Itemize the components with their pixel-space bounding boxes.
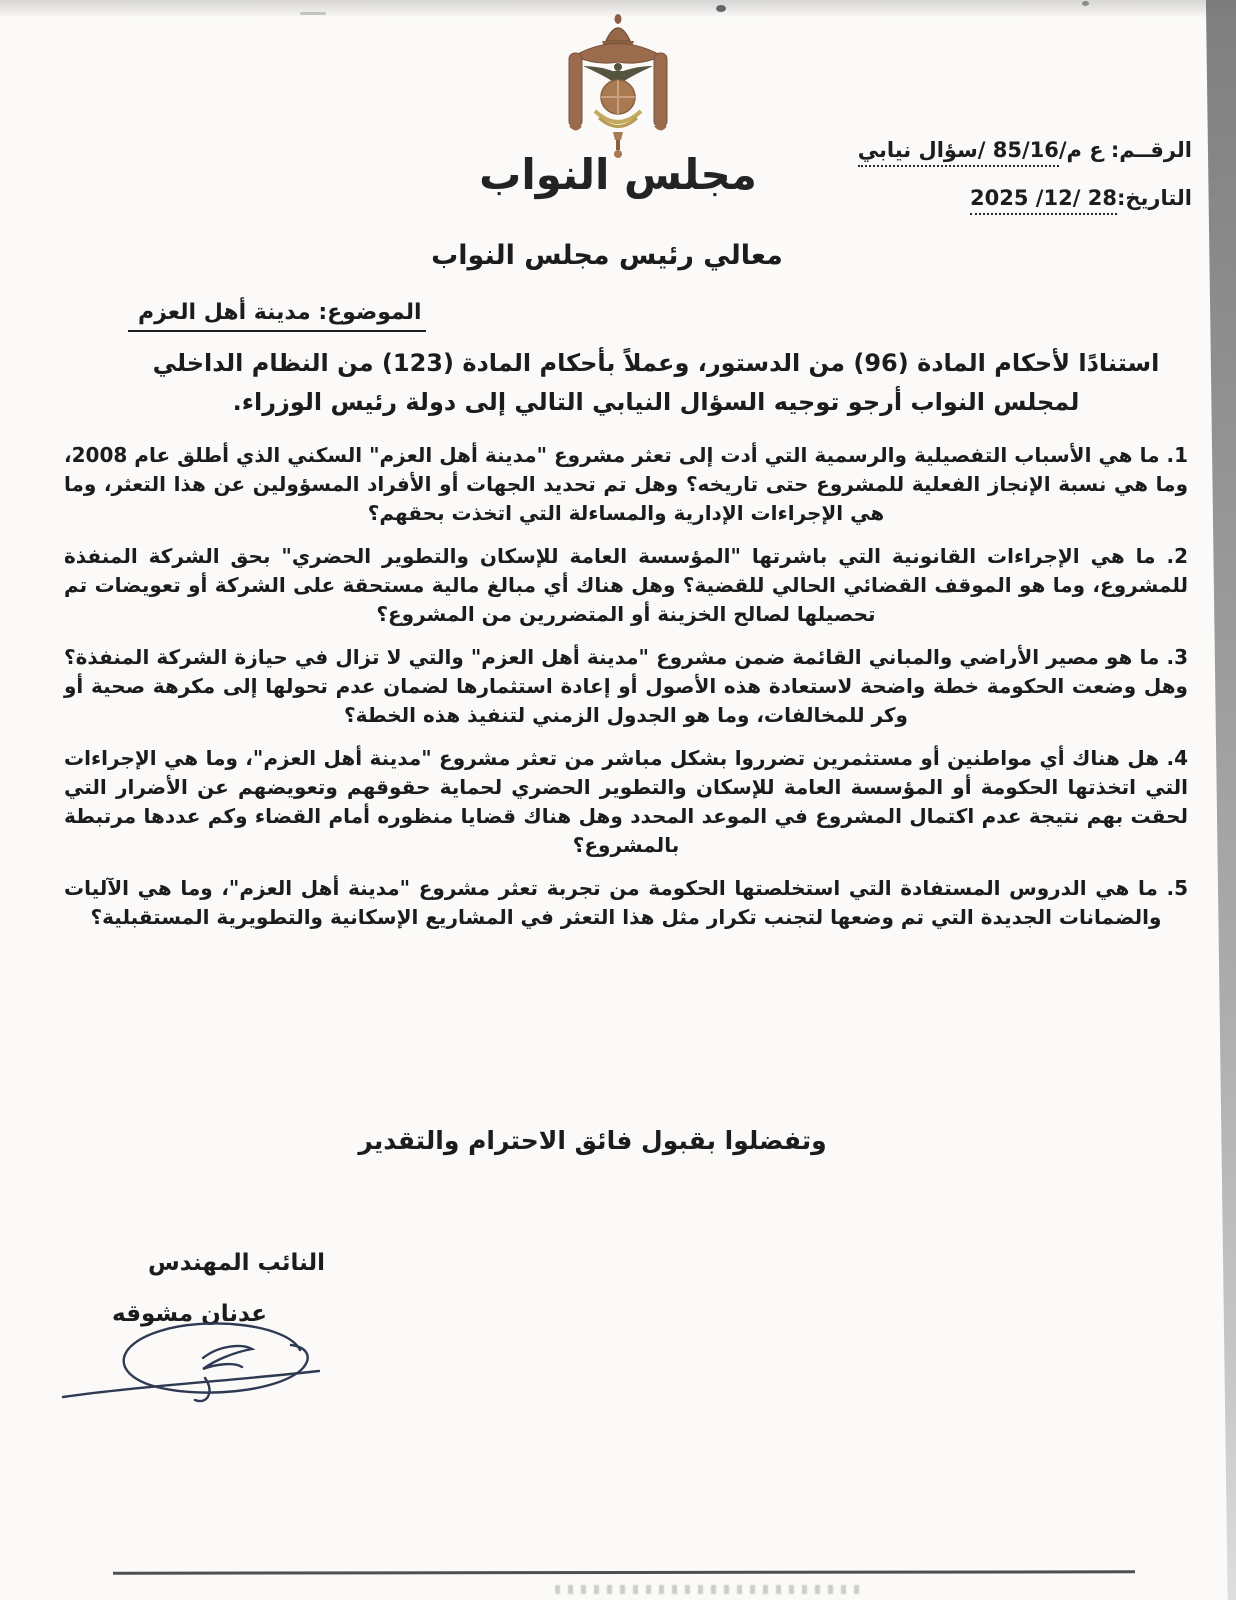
reference-label: الرقــم: ع م/: [1058, 138, 1192, 162]
scan-speck: [300, 12, 326, 15]
salutation-line: معالي رئيس مجلس النواب: [431, 240, 783, 271]
signatory-title: النائب المهندس: [148, 1250, 326, 1276]
question-item-5: 5. ما هي الدروس المستفادة التي استخلصتها الحكومة من تجربة تعثر مشروع "مدينة أهل العزم"، وما هي الآليات والضمانات الجديدة التي تم وضعها لتجنب تكرار مثل هذا التعثر في المشاريع الإسكانية والتطويرية المستقبلية؟: [64, 876, 1188, 929]
scan-speck: [716, 5, 726, 12]
date-label: التاريخ:: [1116, 186, 1192, 210]
footer-divider: [113, 1570, 1135, 1574]
org-name-calligraphy: مجلس النواب: [479, 150, 757, 199]
closing-line: وتفضلوا بقبول فائق الاحترام والتقدير: [358, 1126, 827, 1155]
intro-paragraph: استنادًا لأحكام المادة (96) من الدستور، وعملاً بأحكام المادة (123) من النظام الداخلي لمجلس النواب أرجو توجيه السؤال النيابي التالي إلى دولة رئيس الوزراء.: [152, 349, 1160, 416]
jordan-royal-crest-icon: [543, 12, 693, 166]
scan-speck: [1082, 1, 1089, 6]
subject-line: الموضوع: مدينة أهل العزم: [128, 300, 426, 332]
question-item-1: 1. ما هي الأسباب التفصيلية والرسمية التي أدت إلى تعثر مشروع "مدينة أهل العزم" السكني الذي أطلق عام 2008، وما هي نسبة الإنجاز الفعلية للمشروع حتى تاريخه؟ وهل تم تحديد الجهات أو الأفراد المسؤولين عن هذا التعثر، وما هي الإجراءات الإدارية والمساءلة التي اتخذت بحقهم؟: [64, 443, 1188, 525]
reference-value: 85/16 /سؤال نيابي: [858, 138, 1059, 167]
question-item-3: 3. ما هو مصير الأراضي والمباني القائمة ضمن مشروع "مدينة أهل العزم" والتي لا تزال في حيازة الشركة المنفذة؟ وهل وضعت الحكومة خطة واضحة لاستعادة هذه الأصول أو إعادة استثمارها لضمان عدم تحولها إلى مكرهة صحية أو وكر للمخالفات، وما هو الجدول الزمني لتنفيذ هذه الخطة؟: [64, 645, 1188, 727]
date-value: 28 /12/ 2025: [970, 186, 1117, 215]
question-item-2: 2. ما هي الإجراءات القانونية التي باشرتها "المؤسسة العامة للإسكان والتطوير الحضري" بحق الشركة المنفذة للمشروع، وما هو الموقف القضائي الحالي للقضية؟ وهل هناك أي مبالغ مالية مستحقة على الشركة أو تعويضات تم تحصيلها لصالح الخزينة أو المتضررين من المشروع؟: [64, 544, 1188, 626]
footer-faint-text: [555, 1585, 865, 1594]
signatory-name: عدنان مشوقه: [112, 1301, 267, 1327]
question-item-4: 4. هل هناك أي مواطنين أو مستثمرين تضرروا بشكل مباشر من تعثر مشروع "مدينة أهل العزم"، وما هي الإجراءات التي اتخذتها الحكومة أو المؤسسة العامة للإسكان والتطوير الحضري لحماية حقوقهم وتعويضهم عن الأضرار التي لحقت بهم نتيجة عدم اكتمال المشروع في الموعد المحدد وهل هناك قضايا منظوره أمام القضاء وكم عددها مرتبطة بالمشروع؟: [64, 746, 1188, 857]
handwritten-signature: [55, 1308, 345, 1408]
questions-list: [64, 441, 1188, 946]
